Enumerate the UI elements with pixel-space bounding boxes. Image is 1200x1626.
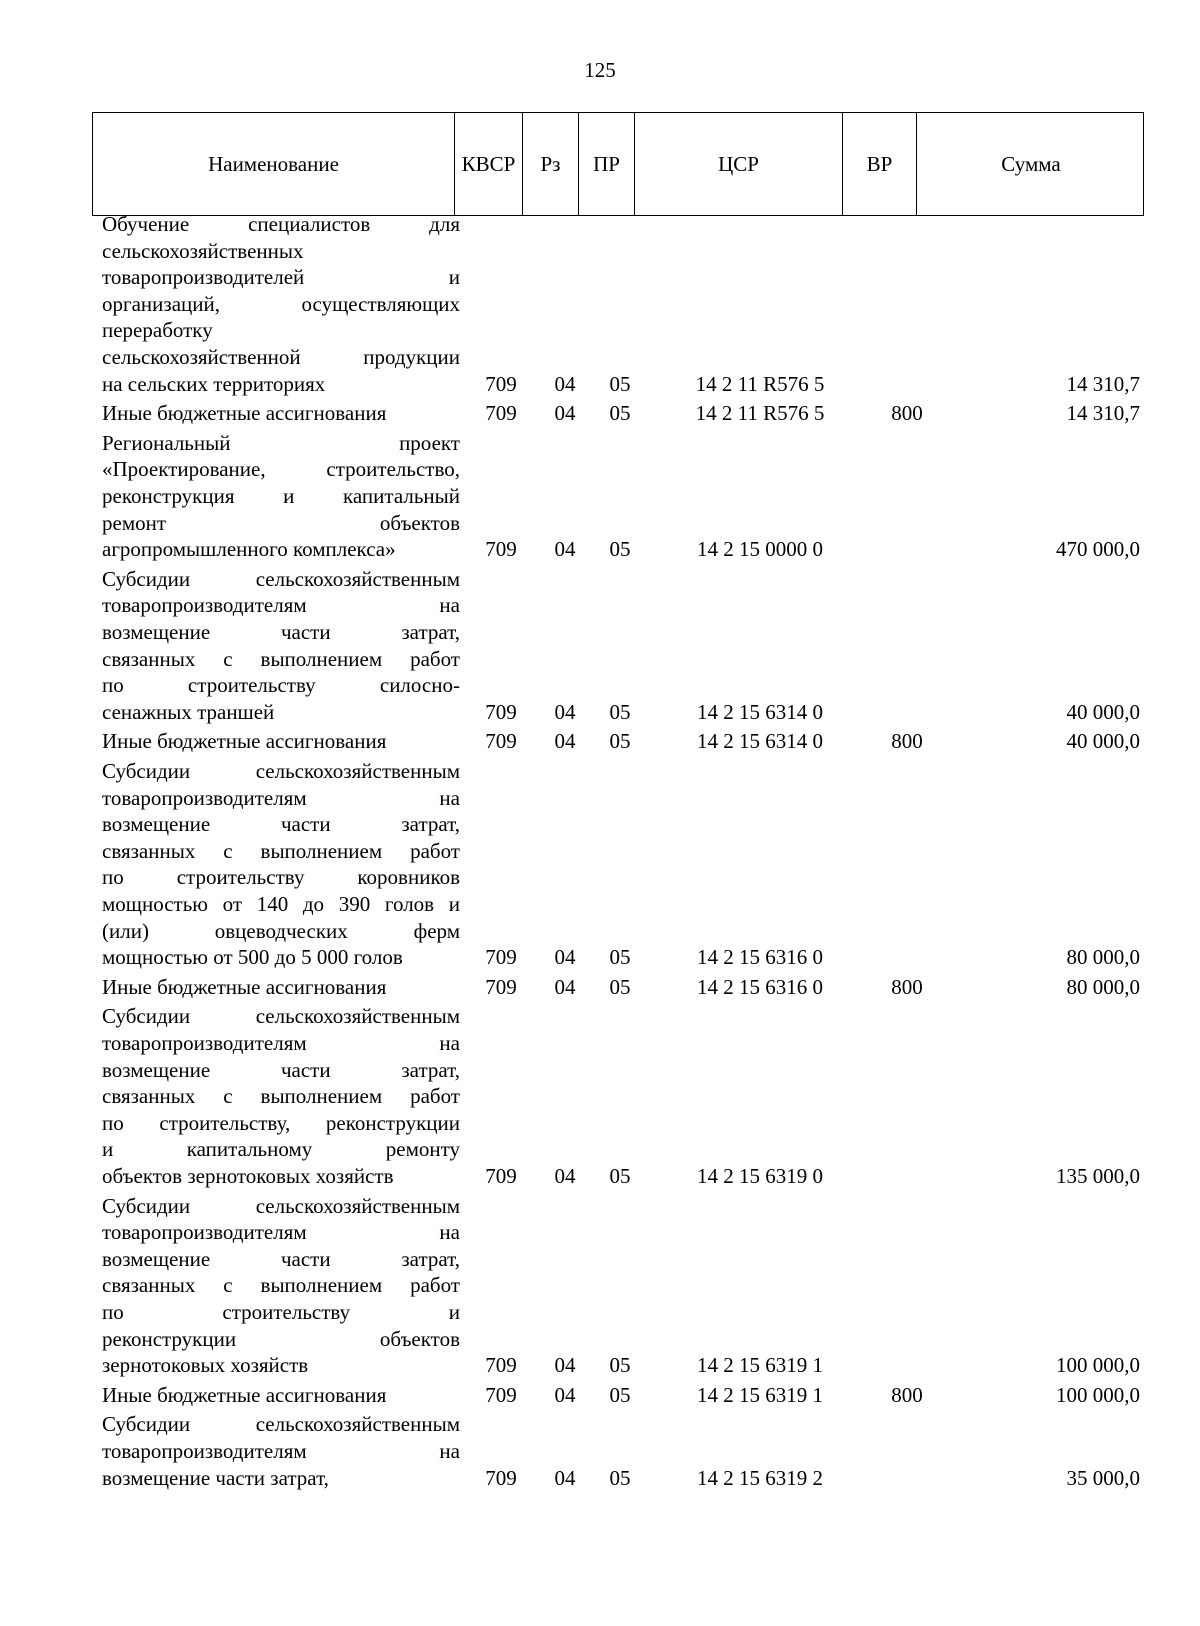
row-name-line: по строительству, реконструкции [102,1110,460,1135]
row-name-line: Иные бюджетные ассигнования [102,729,387,754]
cell-rz: 04 [554,1353,576,1378]
cell-csr: 14 2 15 0000 0 [697,537,823,562]
row-name-line: Иные бюджетные ассигнования [102,401,387,426]
row-name-line: Иные бюджетные ассигнования [102,1382,387,1407]
table-header [92,112,1144,216]
cell-rz: 04 [554,1163,576,1188]
cell-kvsr: 709 [485,699,517,724]
row-name-line: мощностью от 500 до 5 000 голов [102,945,403,970]
cell-csr: 14 2 15 6316 0 [697,974,823,999]
cell-kvsr: 709 [485,537,517,562]
cell-sum: 40 000,0 [1066,729,1140,754]
cell-kvsr: 709 [485,1382,517,1407]
row-name [102,758,460,971]
cell-sum: 135 000,0 [1056,1163,1140,1188]
row-name [102,430,460,563]
cell-pr: 05 [609,1353,631,1378]
cell-kvsr: 709 [485,401,517,426]
cell-pr: 05 [609,1382,631,1407]
row-name-line: мощностью от 140 до 390 голов и [102,891,460,916]
row-name-line: сенажных траншей [102,699,275,724]
row-name-line: по строительству коровников [102,865,460,890]
row-name [102,566,460,726]
cell-csr: 14 2 15 6314 0 [697,729,823,754]
row-name [102,1411,460,1491]
cell-pr: 05 [609,729,631,754]
cell-sum: 80 000,0 [1066,945,1140,970]
row-name-line: Субсидии сельскохозяйственным [102,1412,460,1437]
cell-csr: 14 2 15 6319 0 [697,1163,823,1188]
cell-sum: 14 310,7 [1066,371,1140,396]
cell-vr: 800 [891,974,923,999]
cell-csr: 14 2 15 6319 1 [697,1382,823,1407]
cell-kvsr: 709 [485,1465,517,1490]
cell-pr: 05 [609,371,631,396]
row-name [102,1193,460,1379]
row-name-line: по строительству силосно- [102,673,460,698]
cell-rz: 04 [554,1465,576,1490]
cell-csr: 14 2 15 6319 1 [697,1353,823,1378]
cell-kvsr: 709 [485,1163,517,1188]
cell-sum: 35 000,0 [1066,1465,1140,1490]
cell-rz: 04 [554,371,576,396]
row-name-line: ремонт объектов [102,510,460,535]
cell-rz: 04 [554,974,576,999]
row-name-line: переработку [102,318,213,343]
cell-sum: 40 000,0 [1066,699,1140,724]
row-name-line: агропромышленного комплекса» [102,537,396,562]
cell-csr: 14 2 15 6316 0 [697,945,823,970]
row-name [102,974,460,1001]
cell-kvsr: 709 [485,371,517,396]
row-name-line: товаропроизводителям на [102,1438,460,1463]
cell-csr: 14 2 11 R576 5 [695,401,825,426]
row-name-line: связанных с выполнением работ [102,646,460,671]
row-name-line: реконструкции объектов [102,1326,460,1351]
row-name-line: организаций, осуществляющих [102,291,460,316]
row-name-line: (или) овцеводческих ферм [102,918,460,943]
header-rz: Рз [523,113,579,215]
cell-rz: 04 [554,699,576,724]
row-name-line: возмещение части затрат, [102,1246,460,1271]
row-name-line: Обучение специалистов для [102,212,460,236]
cell-pr: 05 [609,974,631,999]
cell-sum: 100 000,0 [1056,1382,1140,1407]
header-kvsr: КВСР [455,113,523,215]
cell-vr: 800 [891,401,923,426]
header-pr: ПР [579,113,635,215]
header-csr: ЦСР [635,113,843,215]
row-name [102,728,460,755]
cell-rz: 04 [554,401,576,426]
row-name-line: связанных с выполнением работ [102,838,460,863]
row-name-line: товаропроизводителям на [102,1220,460,1245]
cell-kvsr: 709 [485,1353,517,1378]
row-name-line: товаропроизводителям на [102,593,460,618]
row-name-line: и капитальному ремонту [102,1137,460,1162]
cell-pr: 05 [609,1465,631,1490]
row-name-line: объектов зернотоковых хозяйств [102,1163,394,1188]
row-name-line: Субсидии сельскохозяйственным [102,1193,460,1218]
row-name-line: возмещение части затрат, [102,619,460,644]
cell-csr: 14 2 15 6314 0 [697,699,823,724]
cell-rz: 04 [554,945,576,970]
row-name [102,1003,460,1189]
row-name-line: Субсидии сельскохозяйственным [102,759,460,783]
cell-sum: 470 000,0 [1056,537,1140,562]
cell-pr: 05 [609,699,631,724]
row-name [102,1382,460,1409]
cell-kvsr: 709 [485,974,517,999]
header-sum: Сумма [1001,151,1061,176]
row-name-line: связанных с выполнением работ [102,1273,460,1298]
row-name-line: возмещение части затрат, [102,812,460,837]
row-name-line: Иные бюджетные ассигнования [102,974,387,999]
row-name-line: связанных с выполнением работ [102,1084,460,1109]
cell-csr: 14 2 11 R576 5 [695,371,825,396]
cell-pr: 05 [609,401,631,426]
cell-rz: 04 [554,729,576,754]
cell-vr: 800 [891,729,923,754]
row-name-line: на сельских территориях [102,371,326,396]
header-vr: ВР [843,113,917,215]
cell-sum: 80 000,0 [1066,974,1140,999]
row-name-line: зернотоковых хозяйств [102,1353,309,1378]
row-name-line: возмещение части затрат, [102,1057,460,1082]
row-name-line: сельскохозяйственной продукции [102,344,460,369]
row-name-line: возмещение части затрат, [102,1465,329,1490]
cell-pr: 05 [609,1163,631,1188]
row-name-line: сельскохозяйственных [102,238,304,263]
row-name-line: Субсидии сельскохозяйственным [102,1004,460,1029]
cell-csr: 14 2 15 6319 2 [697,1465,823,1490]
cell-rz: 04 [554,537,576,562]
row-name-line: «Проектирование, строительство, [102,457,460,482]
cell-pr: 05 [609,945,631,970]
row-name-line: реконструкция и капитальный [102,483,460,508]
cell-rz: 04 [554,1382,576,1407]
page-number: 125 [584,58,616,82]
row-name-line: товаропроизводителей и [102,265,460,290]
cell-vr: 800 [891,1382,923,1407]
row-name-line: по строительству и [102,1299,460,1324]
row-name-line: Субсидии сельскохозяйственным [102,566,460,591]
cell-pr: 05 [609,537,631,562]
row-name-line: товаропроизводителям на [102,1030,460,1055]
row-name-line: товаропроизводителям на [102,785,460,810]
cell-sum: 14 310,7 [1066,401,1140,426]
cell-kvsr: 709 [485,945,517,970]
row-name [102,400,460,427]
row-name-line: Региональный проект [102,430,460,455]
cell-kvsr: 709 [485,729,517,754]
cell-sum: 100 000,0 [1056,1353,1140,1378]
row-name [102,211,460,397]
header-name: Наименование [93,113,455,215]
